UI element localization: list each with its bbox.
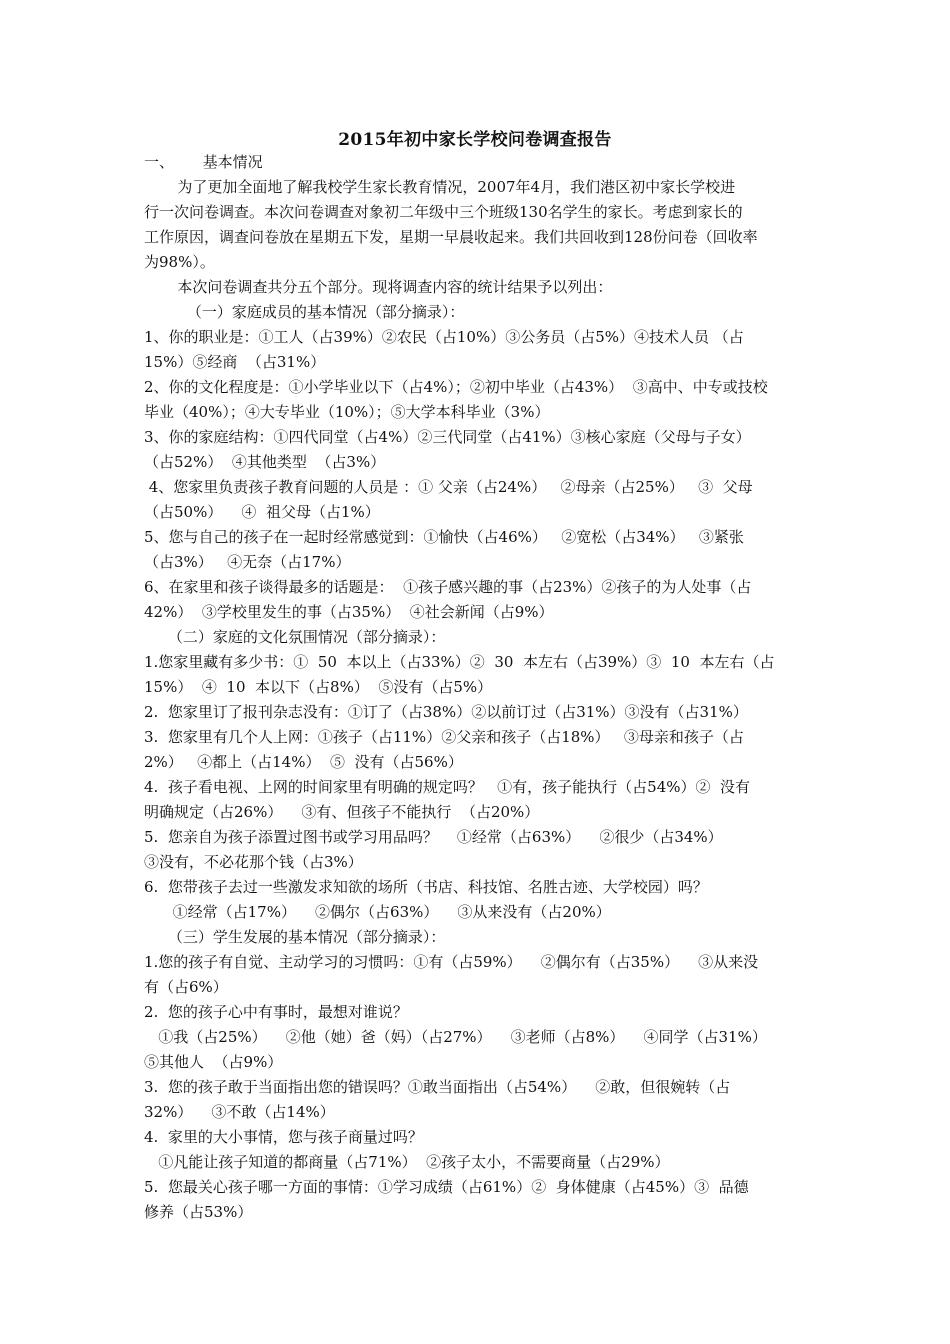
text-line: （占50%） ④ 祖父母（占1%） — [144, 503, 380, 521]
text-line: 2、你的文化程度是：①小学毕业以下（占4%）；②初中毕业（占43%） ③高中、中专或技校 — [144, 378, 768, 396]
text-line: 15%）⑤经商 （占31%） — [144, 353, 326, 371]
text-line: 工作原因，调查问卷放在星期五下发，星期一早晨收起来。我们共回收到128份问卷（回收率 — [144, 228, 758, 246]
text-line: 4. 家里的大小事情，您与孩子商量过吗？ — [144, 1128, 423, 1146]
text-line: 15%） ④ 10 本以下（占8%） ⑤没有（占5%） — [144, 678, 493, 696]
text-line: 2%） ④都上（占14%） ⑤ 没有（占56%） — [144, 753, 463, 771]
text-line: 修养（占53%） — [144, 1203, 253, 1221]
text-line: （三）学生发展的基本情况（部分摘录）： — [144, 928, 446, 946]
text-line: 6. 您带孩子去过一些激发求知欲的场所（书店、科技馆、名胜古迹、大学校园）吗？ — [144, 878, 708, 896]
text-line: 6、在家里和孩子谈得最多的话题是： ①孩子感兴趣的事（占23%）②孩子的为人处事（占 — [144, 578, 752, 596]
text-line: 1.您的孩子有自觉、主动学习的习惯吗：①有（占59%） ②偶尔有（占35%） ③从来没 — [144, 953, 759, 971]
text-line: 行一次问卷调查。本次问卷调查对象初二年级中三个班级130名学生的家长。考虑到家长的 — [144, 203, 743, 221]
text-line: 5. 您亲自为孩子添置过图书或学习用品吗？ ①经常（占63%） ②很少（占34%） — [144, 828, 723, 846]
text-line: 本次问卷调查共分五个部分。现将调查内容的统计结果予以列出： — [144, 278, 613, 296]
text-line: 1、你的职业是：①工人（占39%）②农民（占10%）③公务员（占5%）④技术人员 （占 — [144, 328, 744, 346]
text-line: 32%） ③不敢（占14%） — [144, 1103, 335, 1121]
text-line: 2. 您的孩子心中有事时，最想对谁说？ — [144, 1003, 408, 1021]
text-line: 42%） ③学校里发生的事（占35%） ④社会新闻（占9%） — [144, 603, 554, 621]
text-line: 3. 您的孩子敢于当面指出您的错误吗？①敢当面指出（占54%） ②敢，但很婉转（占 — [144, 1078, 731, 1096]
text-line: 为98%）。 — [144, 253, 215, 271]
text-line: 3、你的家庭结构：①四代同堂（占4%）②三代同堂（占41%）③核心家庭（父母与子女） — [144, 428, 751, 446]
text-line: （二）家庭的文化氛围情况（部分摘录）： — [144, 628, 446, 646]
text-line: 为了更加全面地了解我校学生家长教育情况，2007年4月，我们港区初中家长学校进 — [144, 178, 736, 196]
text-line: 5、您与自己的孩子在一起时经常感觉到：①愉快（占46%） ②宽松（占34%） ③紧张 — [144, 528, 744, 546]
text-line: 毕业（40%）；④大专毕业（10%）；⑤大学本科毕业（3%） — [144, 403, 550, 421]
document-title: 2015年初中家长学校问卷调查报告 — [338, 130, 612, 150]
text-line: （占3%） ④无奈（占17%） — [144, 553, 351, 571]
text-line: ①凡能让孩子知道的都商量（占71%） ②孩子太小，不需要商量（占29%） — [144, 1153, 670, 1171]
text-line: 2. 您家里订了报刊杂志没有：①订了（占38%）②以前订过（占31%）③没有（占31%） — [144, 703, 748, 721]
text-line: 一、 基本情况 — [144, 153, 263, 171]
text-line: （占52%） ④其他类型 （占3%） — [144, 453, 386, 471]
text-line: ①我（占25%） ②他（她）爸（妈）（占27%） ③老师（占8%） ④同学（占31%） — [144, 1028, 767, 1046]
text-line: 4、您家里负责孩子教育问题的人员是 ：① 父亲（占24%） ②母亲（占25%） ③ 父母 — [144, 478, 753, 496]
text-line: 4. 孩子看电视、上网的时间家里有明确的规定吗？ ①有，孩子能执行（占54%）② 没有 — [144, 778, 751, 796]
text-line: （一）家庭成员的基本情况（部分摘录）： — [144, 303, 465, 321]
text-line: ①经常（占17%） ②偶尔（占63%） ③从来没有（占20%） — [144, 903, 611, 921]
text-line: 5. 您最关心孩子哪一方面的事情：①学习成绩（占61%）② 身体健康（占45%）③ 品德 — [144, 1178, 749, 1196]
text-line: ⑤其他人 （占9%） — [144, 1053, 283, 1071]
text-line: 明确规定（占26%） ③有、但孩子不能执行 （占20%） — [144, 803, 540, 821]
text-line: 有（占6%） — [144, 978, 228, 996]
text-line: ③没有，不必花那个钱（占3%） — [144, 853, 363, 871]
text-line: 1.您家里藏有多少书：① 50 本以上（占33%）② 30 本左右（占39%）③ 10 本左右（占 — [144, 653, 775, 671]
text-line: 3. 您家里有几个人上网：①孩子（占11%）②父亲和孩子（占18%） ③母亲和孩子（占 — [144, 728, 744, 746]
